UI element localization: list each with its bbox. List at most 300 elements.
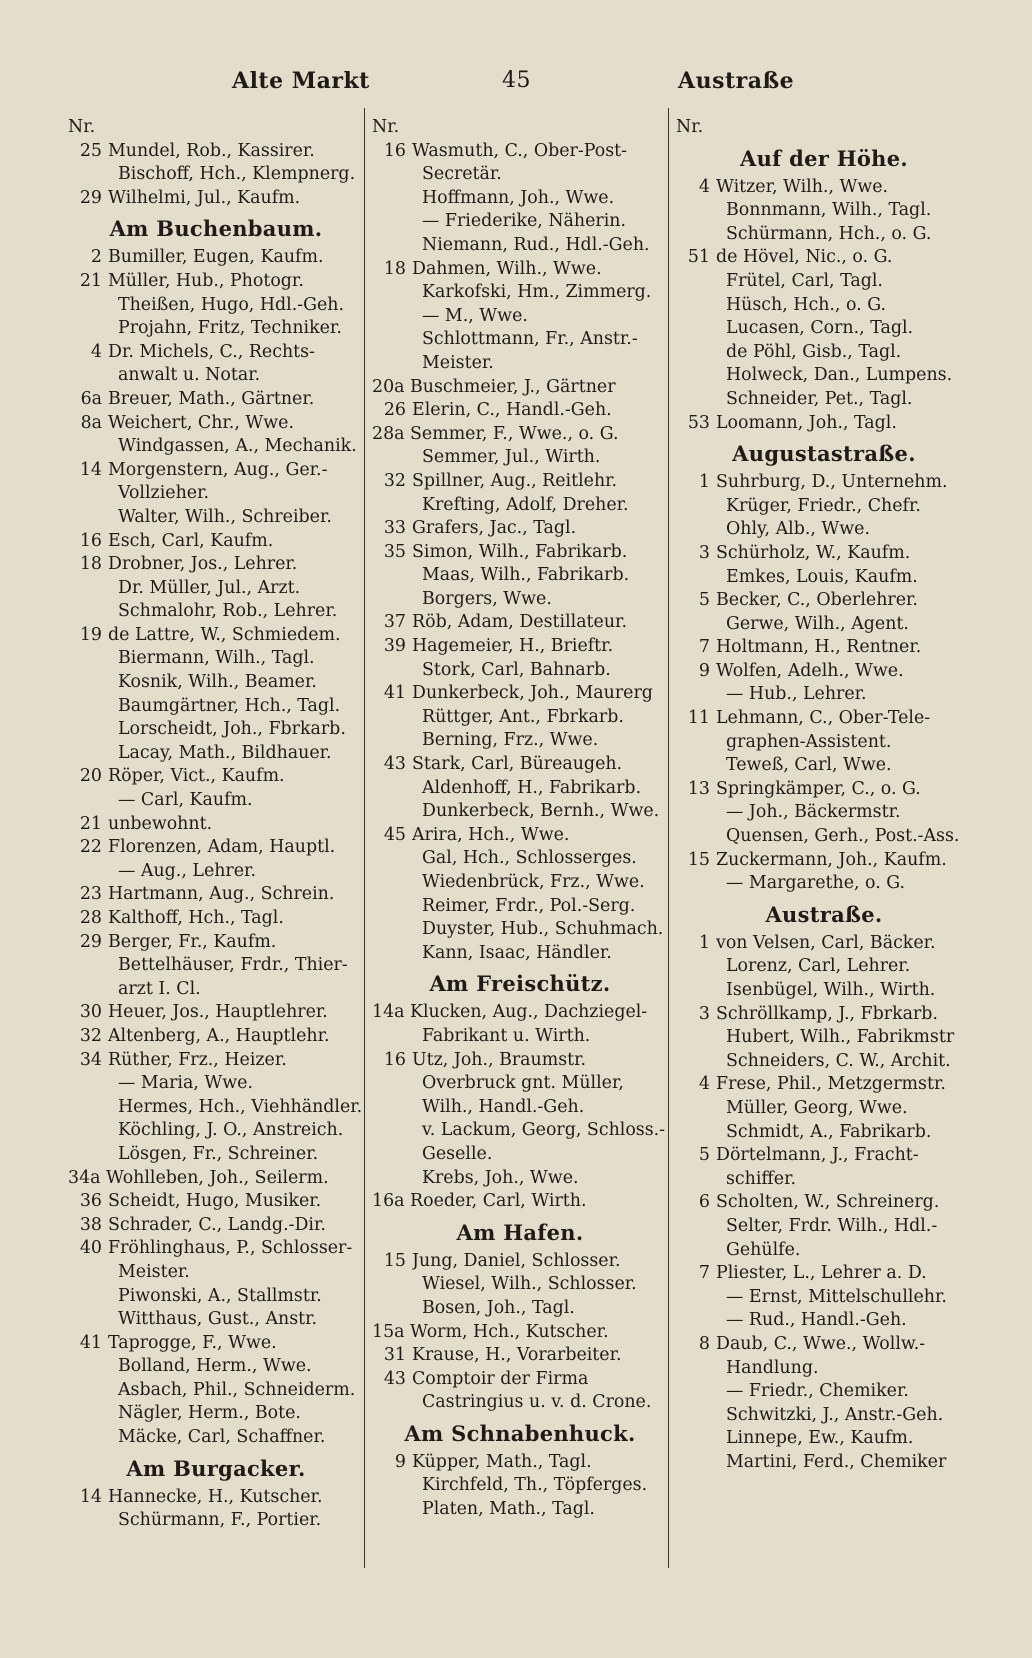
house-number bbox=[68, 789, 108, 813]
house-number: 7 bbox=[698, 637, 710, 658]
resident-entry: Kirchfeld, Th., Töpferges. bbox=[422, 1475, 648, 1496]
directory-entry bbox=[676, 589, 972, 613]
directory-entry bbox=[676, 1121, 972, 1145]
resident-entry: Holtmann, H., Rentner. bbox=[716, 637, 922, 658]
resident-entry: Meister. bbox=[118, 1261, 190, 1282]
house-number bbox=[68, 671, 108, 695]
directory-entry bbox=[372, 328, 668, 352]
directory-entry bbox=[372, 1096, 668, 1120]
street-heading: Augustastraße. bbox=[732, 441, 916, 467]
resident-entry: Scholten, W., Schreinerg. bbox=[716, 1192, 940, 1213]
directory-entry bbox=[68, 412, 364, 436]
resident-entry: Schürholz, W., Kaufm. bbox=[716, 542, 911, 563]
house-number bbox=[372, 588, 412, 612]
resident-entry: Krebs, Joh., Wwe. bbox=[422, 1167, 579, 1188]
directory-entry bbox=[676, 707, 972, 731]
directory-entry bbox=[372, 918, 668, 942]
directory-entry bbox=[68, 883, 364, 907]
house-number: 18 bbox=[383, 258, 406, 279]
house-number: 5 bbox=[698, 1145, 710, 1166]
resident-entry: Scheidt, Hugo, Musiker. bbox=[108, 1191, 322, 1212]
resident-entry: Roeder, Carl, Wirth. bbox=[410, 1191, 587, 1212]
directory-entry bbox=[676, 518, 972, 542]
resident-entry: Quensen, Gerh., Post.-Ass. bbox=[726, 826, 960, 847]
directory-entry bbox=[676, 1003, 972, 1027]
resident-entry: — Friedr., Chemiker. bbox=[726, 1381, 909, 1402]
directory-entry bbox=[676, 1073, 972, 1097]
resident-entry: Lacay, Math., Bildhauer. bbox=[118, 742, 332, 763]
house-number bbox=[372, 1391, 412, 1415]
directory-entry bbox=[68, 341, 364, 365]
directory-entry bbox=[676, 495, 972, 519]
house-number: 13 bbox=[687, 778, 710, 799]
directory-entry bbox=[68, 577, 364, 601]
directory-entry bbox=[676, 660, 972, 684]
directory-entry bbox=[372, 564, 668, 588]
resident-entry: Hagemeier, H., Brieftr. bbox=[412, 636, 614, 657]
house-number: 43 bbox=[383, 754, 406, 775]
resident-entry: Bettelhäuser, Frdr., Thier- bbox=[118, 955, 348, 976]
resident-entry: Altenberg, A., Hauptlehr. bbox=[108, 1025, 330, 1046]
directory-entry bbox=[676, 270, 972, 294]
directory-entry bbox=[68, 647, 364, 671]
resident-entry: Stark, Carl, Büreaugeh. bbox=[412, 754, 623, 775]
resident-entry: Hubert, Wilh., Fabrikmstr bbox=[726, 1027, 955, 1048]
resident-entry: Wilh., Handl.-Geh. bbox=[422, 1096, 585, 1117]
resident-entry: Müller, Georg, Wwe. bbox=[726, 1097, 908, 1118]
house-number bbox=[372, 1143, 412, 1167]
resident-entry: Becker, C., Oberlehrer. bbox=[716, 590, 918, 611]
house-number: 15a bbox=[372, 1321, 405, 1342]
house-number bbox=[372, 918, 412, 942]
directory-entry bbox=[676, 566, 972, 590]
directory-entry bbox=[68, 1426, 364, 1450]
resident-entry: Bolland, Herm., Wwe. bbox=[118, 1356, 312, 1377]
directory-entry bbox=[68, 789, 364, 813]
directory-entry bbox=[676, 825, 972, 849]
directory-entry bbox=[68, 931, 364, 955]
resident-entry: Taprogge, F., Wwe. bbox=[108, 1332, 277, 1353]
house-number: 34a bbox=[68, 1167, 101, 1188]
resident-entry: Fröhlinghaus, P., Schlosser- bbox=[108, 1238, 353, 1259]
resident-entry: arzt I. Cl. bbox=[118, 978, 201, 999]
column-1 bbox=[68, 116, 364, 1533]
house-number bbox=[372, 895, 412, 919]
directory-entry bbox=[676, 542, 972, 566]
resident-entry: Rüttger, Ant., Fbrkarb. bbox=[422, 706, 624, 727]
house-number: 30 bbox=[79, 1002, 102, 1023]
resident-entry: Spillner, Aug., Reitlehr. bbox=[412, 470, 618, 491]
house-number: 16 bbox=[79, 530, 102, 551]
house-number: 5 bbox=[698, 590, 710, 611]
directory-entry bbox=[372, 1297, 668, 1321]
resident-entry: Castringius u. v. d. Crone. bbox=[422, 1392, 652, 1413]
house-number bbox=[676, 1451, 716, 1475]
resident-entry: Esch, Carl, Kaufm. bbox=[108, 530, 274, 551]
directory-entry bbox=[68, 1509, 364, 1533]
column-3 bbox=[676, 116, 972, 1474]
house-number: 14a bbox=[372, 1002, 405, 1023]
resident-entry: Breuer, Math., Gärtner. bbox=[108, 388, 315, 409]
resident-entry: Lösgen, Fr., Schreiner. bbox=[118, 1143, 319, 1164]
directory-entry bbox=[676, 1404, 972, 1428]
resident-entry: Dunkerbeck, Joh., Maurerg bbox=[412, 683, 653, 704]
resident-entry: Müller, Hub., Photogr. bbox=[108, 270, 304, 291]
house-number bbox=[372, 871, 412, 895]
directory-entry bbox=[372, 210, 668, 234]
resident-entry: Frese, Phil., Metzgermstr. bbox=[716, 1074, 946, 1095]
house-number: 16 bbox=[383, 1049, 406, 1070]
house-number: 14 bbox=[79, 459, 102, 480]
resident-entry: Buschmeier, J., Gärtner bbox=[410, 376, 616, 397]
resident-entry: Daub, C., Wwe., Wollw.- bbox=[716, 1333, 926, 1354]
directory-entry bbox=[372, 682, 668, 706]
directory-entry bbox=[68, 1214, 364, 1238]
resident-entry: — Ernst, Mittelschullehr. bbox=[726, 1286, 947, 1307]
directory-entry bbox=[68, 813, 364, 837]
house-number: 32 bbox=[383, 470, 406, 491]
resident-entry: Bumiller, Eugen, Kaufm. bbox=[108, 247, 324, 268]
house-number bbox=[68, 317, 108, 341]
directory-entry bbox=[68, 435, 364, 459]
house-number bbox=[676, 1050, 716, 1074]
house-number bbox=[676, 872, 716, 896]
directory-entry bbox=[676, 1239, 972, 1263]
directory-entry bbox=[68, 1486, 364, 1510]
house-number: 4 bbox=[90, 341, 102, 362]
house-number bbox=[372, 234, 412, 258]
resident-entry: Heuer, Jos., Hauptlehrer. bbox=[108, 1002, 328, 1023]
house-number bbox=[372, 800, 412, 824]
street-heading: Am Schnabenhuck. bbox=[404, 1420, 636, 1446]
house-number bbox=[372, 706, 412, 730]
resident-entry: Borgers, Wwe. bbox=[422, 588, 552, 609]
resident-entry: Isenbügel, Wilh., Wirth. bbox=[726, 980, 936, 1000]
resident-entry: Morgenstern, Aug., Ger.- bbox=[108, 459, 328, 480]
resident-entry: Köchling, J. O., Anstreich. bbox=[118, 1120, 344, 1141]
house-number-label: Nr. bbox=[372, 117, 400, 137]
house-number: 25 bbox=[79, 140, 102, 161]
resident-entry: Schrader, C., Landg.-Dir. bbox=[108, 1214, 326, 1235]
house-number bbox=[676, 270, 716, 294]
directory-entry bbox=[68, 506, 364, 530]
directory-entry bbox=[68, 671, 364, 695]
house-number bbox=[372, 1096, 412, 1120]
resident-entry: Loomann, Joh., Tagl. bbox=[716, 412, 897, 433]
resident-entry: de Hövel, Nic., o. G. bbox=[716, 247, 893, 268]
resident-entry: Arira, Hch., Wwe. bbox=[412, 824, 570, 845]
resident-entry: Kalthoff, Hch., Tagl. bbox=[108, 908, 284, 928]
directory-entry bbox=[372, 1072, 668, 1096]
resident-entry: Utz, Joh., Braumstr. bbox=[412, 1049, 587, 1070]
directory-entry bbox=[372, 517, 668, 541]
directory-entry bbox=[68, 317, 364, 341]
resident-entry: Gal, Hch., Schlosserges. bbox=[422, 848, 637, 869]
resident-entry: Hermes, Hch., Viehhändler. bbox=[118, 1096, 363, 1117]
house-number bbox=[676, 1309, 716, 1333]
house-number bbox=[68, 1308, 108, 1332]
resident-entry: Overbruck gnt. Müller, bbox=[422, 1073, 624, 1094]
house-number: 20a bbox=[372, 376, 405, 397]
column-2 bbox=[372, 116, 668, 1522]
house-number bbox=[676, 566, 716, 590]
directory-entry bbox=[372, 281, 668, 305]
house-number: 11 bbox=[687, 708, 710, 729]
directory-entry bbox=[68, 1379, 364, 1403]
house-number: 29 bbox=[79, 187, 102, 208]
house-number bbox=[372, 1498, 412, 1522]
directory-entry bbox=[372, 824, 668, 848]
house-number bbox=[676, 731, 716, 755]
house-number: 15 bbox=[383, 1250, 406, 1271]
house-number bbox=[676, 955, 716, 979]
house-number-label: Nr. bbox=[68, 117, 96, 137]
resident-entry: Bonnmann, Wilh., Tagl. bbox=[726, 200, 932, 221]
resident-entry: — M., Wwe. bbox=[422, 305, 528, 326]
house-number bbox=[372, 847, 412, 871]
directory-entry bbox=[372, 446, 668, 470]
house-number bbox=[68, 647, 108, 671]
house-number bbox=[372, 1025, 412, 1049]
resident-entry: Biermann, Wilh., Tagl. bbox=[118, 648, 315, 669]
directory-entry bbox=[68, 187, 364, 211]
directory-entry bbox=[68, 270, 364, 294]
house-number: 3 bbox=[698, 542, 710, 563]
resident-entry: Küpper, Math., Tagl. bbox=[412, 1451, 592, 1472]
header-right: Austraße bbox=[678, 68, 795, 94]
resident-entry: Krause, H., Vorarbeiter. bbox=[412, 1345, 622, 1366]
house-number bbox=[68, 1426, 108, 1450]
resident-entry: Ohly, Alb., Wwe. bbox=[726, 519, 871, 540]
resident-entry: Krefting, Adolf, Dreher. bbox=[422, 494, 629, 515]
house-number bbox=[372, 328, 412, 352]
directory-entry bbox=[68, 1402, 364, 1426]
resident-entry: Röper, Vict., Kaufm. bbox=[108, 766, 285, 787]
house-number: 2 bbox=[90, 247, 102, 268]
resident-entry: Wohlleben, Joh., Seilerm. bbox=[106, 1167, 329, 1188]
house-number: 19 bbox=[79, 624, 102, 645]
house-number: 21 bbox=[79, 270, 102, 291]
house-number: 40 bbox=[79, 1238, 102, 1259]
resident-entry: Teweß, Carl, Wwe. bbox=[726, 755, 892, 776]
house-number bbox=[68, 294, 108, 318]
resident-entry: Wolfen, Adelh., Wwe. bbox=[716, 660, 904, 681]
house-number bbox=[372, 187, 412, 211]
house-number bbox=[676, 1427, 716, 1451]
resident-entry: Martini, Ferd., Chemiker bbox=[726, 1451, 947, 1472]
directory-entry bbox=[372, 1344, 668, 1368]
resident-entry: Aldenhoff, H., Fabrikarb. bbox=[422, 777, 642, 798]
directory-entry bbox=[676, 1286, 972, 1310]
directory-entry bbox=[68, 1167, 364, 1191]
house-number bbox=[676, 223, 716, 247]
resident-entry: anwalt u. Notar. bbox=[118, 365, 261, 386]
directory-entry bbox=[68, 954, 364, 978]
house-number: 29 bbox=[79, 931, 102, 952]
house-number bbox=[68, 695, 108, 719]
directory-entry bbox=[68, 1119, 364, 1143]
house-number bbox=[68, 1355, 108, 1379]
directory-entry bbox=[372, 611, 668, 635]
directory-entry bbox=[372, 1368, 668, 1392]
house-number bbox=[68, 742, 108, 766]
directory-entry bbox=[68, 294, 364, 318]
resident-entry: Elerin, C., Handl.-Geh. bbox=[412, 400, 612, 421]
resident-entry: Bosen, Joh., Tagl. bbox=[422, 1297, 575, 1318]
resident-entry: Wiedenbrück, Frz., Wwe. bbox=[422, 872, 645, 892]
resident-entry: Rüther, Frz., Heizer. bbox=[108, 1049, 287, 1070]
directory-entry bbox=[68, 718, 364, 742]
directory-entry bbox=[676, 683, 972, 707]
directory-entry bbox=[676, 1309, 972, 1333]
directory-entry bbox=[372, 423, 668, 447]
house-number: 31 bbox=[383, 1345, 406, 1366]
resident-entry: Schneider, Pet., Tagl. bbox=[726, 388, 913, 409]
resident-entry: Kosnik, Wilh., Beamer. bbox=[118, 672, 317, 693]
directory-entry bbox=[676, 979, 972, 1003]
directory-entry bbox=[68, 364, 364, 388]
house-number: 15 bbox=[687, 849, 710, 870]
house-number bbox=[372, 1273, 412, 1297]
house-number bbox=[372, 1297, 412, 1321]
street-heading: Auf der Höhe. bbox=[739, 145, 908, 171]
resident-entry: de Lattre, W., Schmiedem. bbox=[108, 624, 341, 645]
directory-entry bbox=[372, 1474, 668, 1498]
directory-entry bbox=[676, 801, 972, 825]
directory-entry bbox=[68, 163, 364, 187]
house-number bbox=[676, 613, 716, 637]
house-number: 35 bbox=[383, 541, 406, 562]
house-number bbox=[372, 305, 412, 329]
house-number: 9 bbox=[394, 1451, 406, 1472]
resident-entry: Schürmann, Hch., o. G. bbox=[726, 223, 932, 244]
directory-entry bbox=[372, 588, 668, 612]
resident-entry: Bischoff, Hch., Klempnerg. bbox=[118, 164, 356, 185]
directory-entry bbox=[372, 187, 668, 211]
directory-entry bbox=[372, 729, 668, 753]
house-number: 8 bbox=[698, 1333, 710, 1354]
house-number bbox=[372, 1119, 412, 1143]
resident-entry: Jung, Daniel, Schlosser. bbox=[412, 1250, 621, 1271]
house-number bbox=[676, 801, 716, 825]
column-divider bbox=[668, 108, 669, 1568]
directory-entry bbox=[676, 1333, 972, 1357]
directory-entry bbox=[68, 695, 364, 719]
house-number bbox=[68, 1402, 108, 1426]
house-number: 36 bbox=[79, 1191, 102, 1212]
resident-entry: Drobner, Jos., Lehrer. bbox=[108, 554, 298, 575]
house-number bbox=[68, 718, 108, 742]
house-number: 8a bbox=[80, 412, 102, 433]
resident-entry: Lehmann, C., Ober-Tele- bbox=[716, 708, 931, 729]
house-number bbox=[68, 435, 108, 459]
resident-entry: Selter, Frdr. Wilh., Hdl.- bbox=[726, 1215, 938, 1236]
house-number bbox=[68, 600, 108, 624]
resident-entry: Kann, Isaac, Händler. bbox=[422, 942, 612, 963]
resident-entry: Hannecke, H., Kutscher. bbox=[108, 1486, 323, 1507]
directory-entry bbox=[68, 907, 364, 931]
directory-entry bbox=[68, 459, 364, 483]
directory-entry bbox=[372, 399, 668, 423]
house-number: 4 bbox=[698, 176, 710, 197]
resident-entry: Duyster, Hub., Schuhmach. bbox=[422, 919, 664, 940]
directory-entry bbox=[372, 659, 668, 683]
directory-entry bbox=[676, 341, 972, 365]
house-number: 1 bbox=[698, 932, 710, 953]
directory-entry bbox=[68, 600, 364, 624]
directory-entry bbox=[372, 352, 668, 376]
house-number bbox=[676, 1215, 716, 1239]
directory-entry bbox=[68, 553, 364, 577]
house-number bbox=[68, 954, 108, 978]
house-number bbox=[676, 199, 716, 223]
directory-entry bbox=[676, 955, 972, 979]
directory-entry bbox=[676, 471, 972, 495]
house-number: 9 bbox=[698, 660, 710, 681]
directory-entry bbox=[68, 482, 364, 506]
resident-entry: Meister. bbox=[422, 352, 494, 373]
resident-entry: unbewohnt. bbox=[108, 813, 213, 834]
directory-entry bbox=[372, 1451, 668, 1475]
house-number: 4 bbox=[698, 1074, 710, 1095]
directory-entry bbox=[68, 1143, 364, 1167]
house-number: 6 bbox=[698, 1192, 710, 1213]
house-number bbox=[372, 1167, 412, 1191]
directory-entry bbox=[676, 1144, 972, 1168]
resident-entry: Berger, Fr., Kaufm. bbox=[108, 931, 277, 952]
house-number bbox=[676, 825, 716, 849]
directory-entry bbox=[676, 199, 972, 223]
directory-entry bbox=[676, 1191, 972, 1215]
directory-entry bbox=[372, 1391, 668, 1415]
house-number: 20 bbox=[79, 766, 102, 787]
house-number bbox=[676, 1404, 716, 1428]
house-number bbox=[68, 978, 108, 1002]
house-number bbox=[372, 729, 412, 753]
house-number: 14 bbox=[79, 1486, 102, 1507]
house-number bbox=[676, 683, 716, 707]
house-number bbox=[372, 659, 412, 683]
resident-entry: de Pöhl, Gisb., Tagl. bbox=[726, 341, 902, 362]
directory-entry bbox=[676, 294, 972, 318]
resident-entry: Secretär. bbox=[422, 164, 502, 185]
house-number bbox=[676, 364, 716, 388]
directory-entry bbox=[676, 1427, 972, 1451]
resident-entry: Lucasen, Corn., Tagl. bbox=[726, 318, 914, 339]
resident-entry: Nägler, Herm., Bote. bbox=[118, 1403, 301, 1424]
house-number: 21 bbox=[79, 813, 102, 834]
resident-entry: Springkämper, C., o. G. bbox=[716, 778, 921, 799]
resident-entry: Wilhelmi, Jul., Kaufm. bbox=[108, 187, 301, 208]
directory-entry bbox=[676, 1026, 972, 1050]
resident-entry: Windgassen, A., Mechanik. bbox=[118, 436, 357, 457]
house-number bbox=[676, 1357, 716, 1381]
resident-entry: Witthaus, Gust., Anstr. bbox=[118, 1309, 318, 1330]
directory-entry bbox=[676, 778, 972, 802]
house-number bbox=[676, 1239, 716, 1263]
resident-entry: Wasmuth, C., Ober-Post- bbox=[412, 140, 627, 161]
house-number: 28 bbox=[79, 908, 102, 928]
resident-entry: Linnepe, Ew., Kaufm. bbox=[726, 1428, 914, 1449]
house-number bbox=[676, 341, 716, 365]
resident-entry: Dörtelmann, J., Fracht- bbox=[716, 1145, 919, 1166]
resident-entry: Schürmann, F., Portier. bbox=[118, 1510, 322, 1531]
resident-entry: Semmer, F., Wwe., o. G. bbox=[410, 423, 619, 444]
house-number bbox=[676, 1097, 716, 1121]
house-number bbox=[68, 163, 108, 187]
resident-entry: Maas, Wilh., Fabrikarb. bbox=[422, 565, 630, 586]
house-number bbox=[372, 494, 412, 518]
